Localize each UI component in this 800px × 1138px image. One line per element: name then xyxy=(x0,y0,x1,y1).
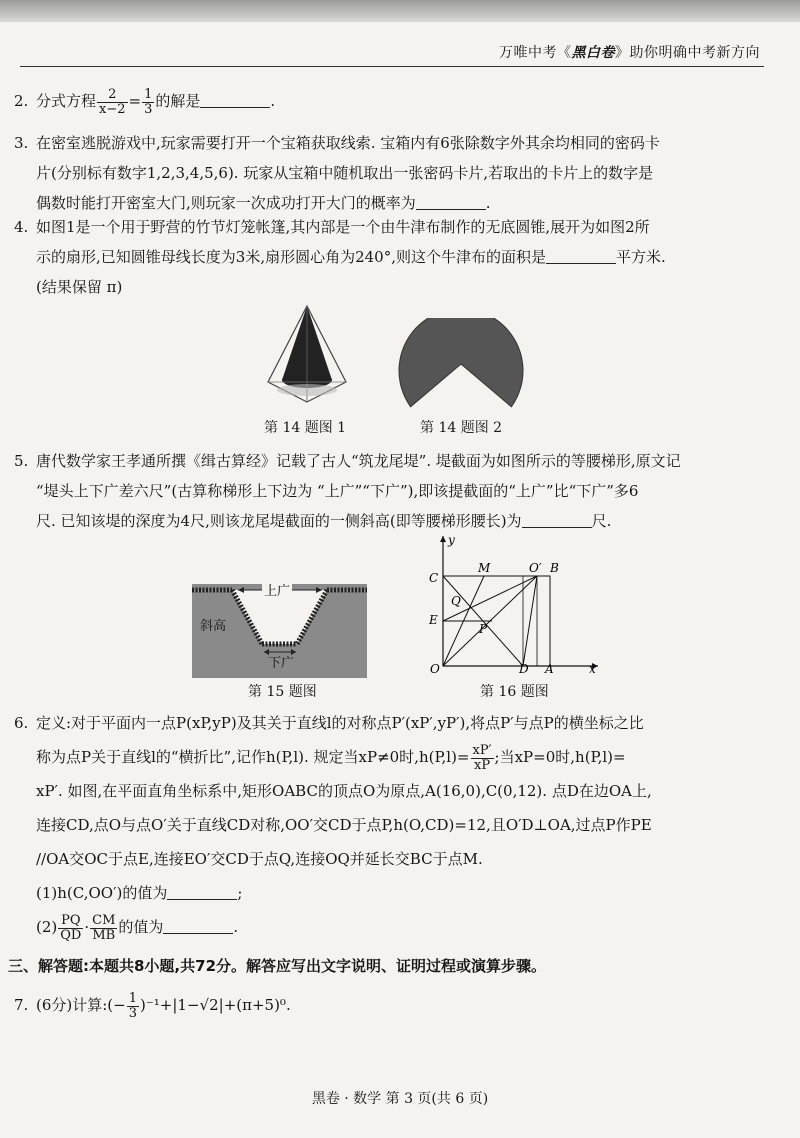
question-6: 6. 定义:对于平面内一点P(xP,yP)及其关于直线l的对称点P′(xP′,yP′),将点P′与点P的横坐标之比 称为点P关于直线l的“横折比”,记作h(P,l). 规定当xP≠0时,h(P,l)= $\frac{xP'}{xP}$ ;当xP=0时,h(P,l)= xP′. 如图,在平面直角坐标系中,矩形OABC的顶点O为原点,A(16,0),C(0,12). 点D在边OA上, 连接CD,点O与点O′关于直线CD对称,OO′交CD于点P,h(O,CD)=12,且O′D⊥OA,过点P作PE //OA交OC于点E,连接EO′交CD于点Q,连接OQ并延长交BC于点M. (1)h(C,OO′)的值为 ; (2) $\frac{PQ}{QD}$ · $\frac{CM}{MB}$ 的值为 . xyxy=(14,714,652,943)
question-4: 4. 如图1是一个用于野营的竹节灯笼帐篷,其内部是一个由牛津布制作的无底圆锥,展开为如图2所 示的扇形,已知圆锥母线长度为3米,扇形圆心角为240°,则这个牛津布的面积是 平方米. (结果保留 π) xyxy=(14,218,666,296)
label-bottom-width: 下广 xyxy=(268,656,295,671)
answer-blank[interactable] xyxy=(546,249,616,264)
fraction: $\frac{2}{x-2}$ xyxy=(99,86,126,117)
svg-text:A: A xyxy=(545,662,554,676)
header-rule xyxy=(20,66,764,67)
svg-text:P: P xyxy=(479,622,488,636)
fraction: $\frac{1}{3}$ xyxy=(144,86,153,117)
label-slant-height: 斜高 xyxy=(200,619,227,634)
fraction: $\frac{PQ}{QD}$ xyxy=(60,912,82,943)
answer-blank[interactable] xyxy=(167,885,237,900)
figure-14-1-cone-tent xyxy=(262,302,352,407)
section-3-heading: 三、解答题:本题共8小题,共72分。解答应写出文字说明、证明过程或演算步骤。 xyxy=(8,957,547,975)
question-5: 5. 唐代数学家王孝通所撰《缉古算经》记载了古人“筑龙尾堤”. 堤截面为如图所示的等腰梯形,原文记 “堤头上下广差六尺”(古算称梯形上下边为 “上广”“下广”),即该提截面的“上广”比“下广”多6 尺. 已知该堤的深度为4尺,则该龙尾堤截面的一侧斜高(即等腰梯形腰长)为 尺. xyxy=(14,452,681,530)
figure-16-coordinate-diagram xyxy=(426,532,602,676)
svg-text:E: E xyxy=(429,613,438,627)
fraction: $\frac{xP'}{xP}$ xyxy=(472,742,492,773)
svg-text:B: B xyxy=(550,561,559,575)
answer-blank[interactable] xyxy=(416,195,486,210)
label-top-width: 上广 xyxy=(264,584,291,599)
answer-blank[interactable] xyxy=(522,513,592,528)
figure-15-embankment xyxy=(192,584,367,678)
svg-text:O′: O′ xyxy=(529,561,542,575)
svg-text:O: O xyxy=(430,662,440,676)
figure-14-2-sector xyxy=(396,318,526,414)
answer-blank[interactable] xyxy=(200,93,270,108)
svg-text:D: D xyxy=(519,662,529,676)
answer-blank[interactable] xyxy=(163,919,233,934)
scan-top-band xyxy=(0,0,800,22)
question-3: 3. 在密室逃脱游戏中,玩家需要打开一个宝箱获取线索. 宝箱内有6张除数字外其余均相同的密码卡 片(分别标有数字1,2,3,4,5,6). 玩家从宝箱中随机取出一张密码卡片,若取出的卡片上的数字是 偶数时能打开密室大门,则玩家一次成功打开大门的概率为 . xyxy=(14,134,660,212)
figure-15-caption: 第 15 题图 xyxy=(248,684,317,700)
fraction: $\frac{CM}{MB}$ xyxy=(92,912,116,943)
figure-16-caption: 第 16 题图 xyxy=(480,684,549,700)
svg-text:C: C xyxy=(429,571,439,585)
figure-14-2-caption: 第 14 题图 2 xyxy=(420,420,503,436)
page-footer: 黑卷 · 数学 第 3 页(共 6 页) xyxy=(311,1091,489,1107)
figure-14-1-caption: 第 14 题图 1 xyxy=(264,420,347,436)
svg-text:M: M xyxy=(478,561,491,575)
svg-text:Q: Q xyxy=(451,594,461,608)
svg-text:y: y xyxy=(448,533,455,547)
svg-text:x: x xyxy=(589,662,596,676)
fraction: $\frac{1}{3}$ xyxy=(128,990,138,1021)
question-7: 7. (6分)计算:(− $\frac{1}{3}$ )⁻¹+|1−√2|+(π+5)⁰. xyxy=(14,990,291,1021)
question-2: 2. 分式方程 $\frac{2}{x-2}$ = $\frac{1}{3}$ 的解是 . xyxy=(14,86,276,117)
page-header: 万唯中考《黑白卷》助你明确中考新方向 xyxy=(499,45,760,61)
